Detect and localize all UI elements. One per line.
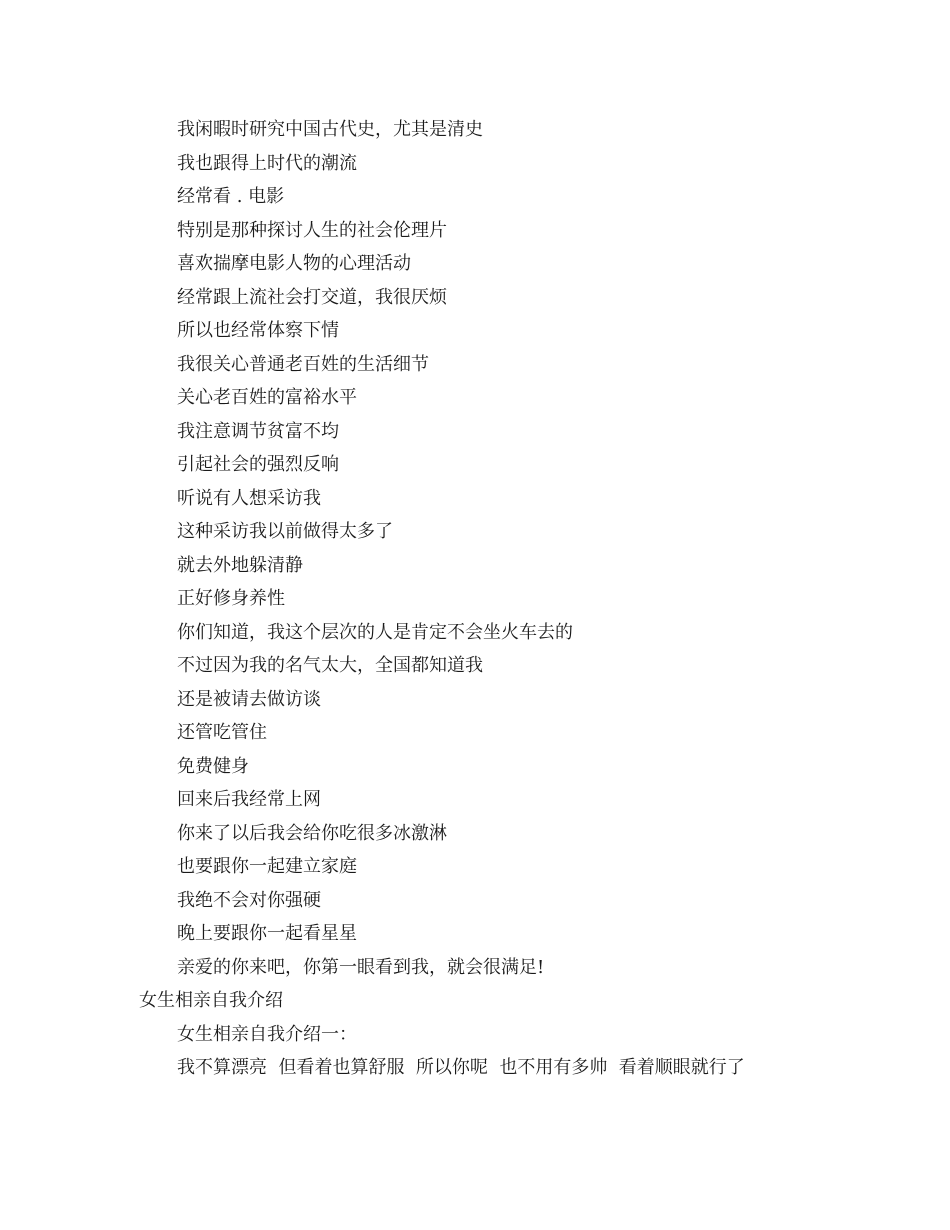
text-line: 喜欢揣摩电影人物的心理活动 bbox=[177, 253, 411, 274]
text-line: 晚上要跟你一起看星星 bbox=[177, 923, 357, 944]
sub-heading: 女生相亲自我介绍一： bbox=[177, 1024, 357, 1045]
text-line: 这种采访我以前做得太多了 bbox=[177, 521, 393, 542]
text-line: 我不算漂亮 但看着也算舒服 所以你呢 也不用有多帅 看着顺眼就行了 bbox=[177, 1057, 745, 1078]
text-line: 你来了以后我会给你吃很多冰激淋 bbox=[177, 823, 447, 844]
text-line: 听说有人想采访我 bbox=[177, 488, 321, 509]
text-line: 关心老百姓的富裕水平 bbox=[177, 387, 357, 408]
section-heading: 女生相亲自我介绍 bbox=[139, 990, 283, 1011]
text-line: 也要跟你一起建立家庭 bbox=[177, 856, 357, 877]
text-line: 还是被请去做访谈 bbox=[177, 689, 321, 710]
text-line: 免费健身 bbox=[177, 756, 249, 777]
text-line: 特别是那种探讨人生的社会伦理片 bbox=[177, 220, 447, 241]
text-line: 引起社会的强烈反响 bbox=[177, 454, 339, 475]
text-line: 我也跟得上时代的潮流 bbox=[177, 153, 357, 174]
text-line: 我注意调节贫富不均 bbox=[177, 421, 339, 442]
text-line: 你们知道，我这个层次的人是肯定不会坐火车去的 bbox=[177, 622, 573, 643]
text-line: 我很关心普通老百姓的生活细节 bbox=[177, 354, 429, 375]
text-line: 正好修身养性 bbox=[177, 588, 285, 609]
text-line: 所以也经常体察下情 bbox=[177, 320, 339, 341]
text-line: 经常看 . 电影 bbox=[177, 186, 285, 207]
text-line: 还管吃管住 bbox=[177, 722, 267, 743]
text-line: 我绝不会对你强硬 bbox=[177, 890, 321, 911]
text-line: 经常跟上流社会打交道，我很厌烦 bbox=[177, 287, 447, 308]
text-line: 我闲暇时研究中国古代史，尤其是清史 bbox=[177, 119, 483, 140]
text-line: 亲爱的你来吧，你第一眼看到我，就会很满足! bbox=[177, 957, 545, 978]
text-line: 不过因为我的名气太大，全国都知道我 bbox=[177, 655, 483, 676]
text-line: 回来后我经常上网 bbox=[177, 789, 321, 810]
text-line: 就去外地躲清静 bbox=[177, 555, 303, 576]
